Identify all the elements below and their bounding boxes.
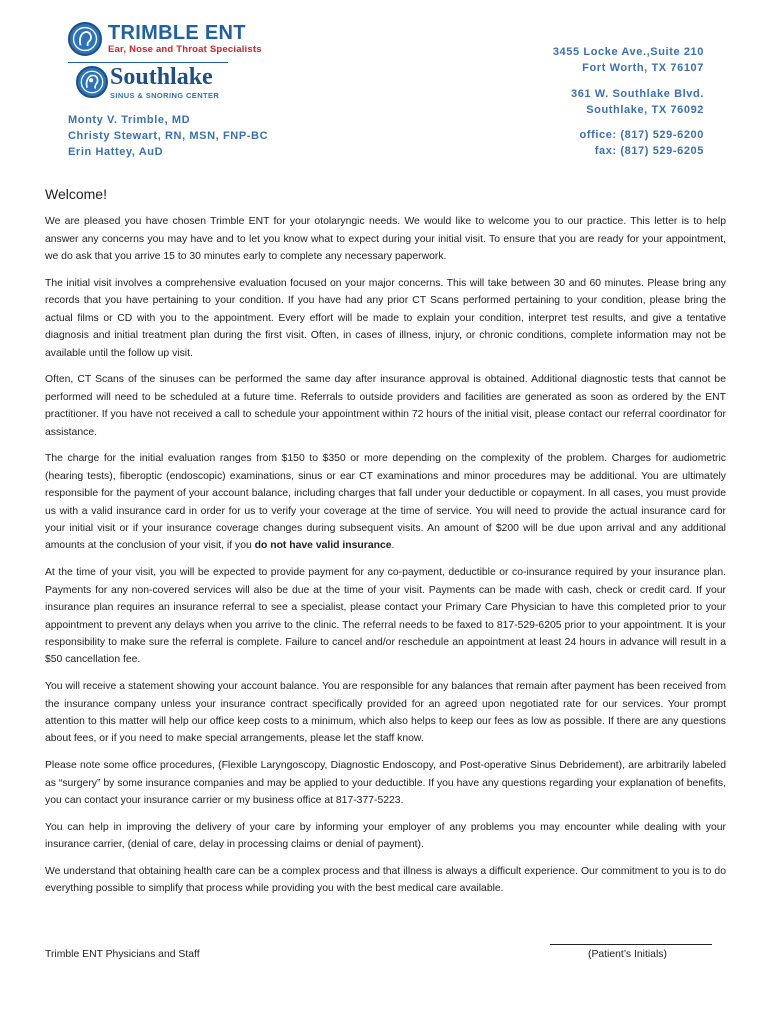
paragraph-statement: You will receive a statement showing your account balance. You are responsible for any balances that remain after payment has been received from the insurance company unless your insurance contract specifically provided for an agreed upon negotiated rate for our services. Your prompt attention to this matter will help our office keep costs to a minimum, which also helps to keep our fees as low as possible. If there are any questions about fees, or if you need to make special arrangements, please let the staff know. [45,681,726,745]
greeting: Welcome! [45,186,107,202]
office-phone: office: (817) 529-6200 [579,129,704,141]
southlake-address [571,86,704,118]
staff-name: Erin Hattey, AuD [68,146,164,158]
charges-text: The charge for the initial evaluation ranges from $150 to $350 or more depending on the complexity of the problem. Charges for audiometric (hearing tests), fiberoptic (endoscopic) examinations, sinus or ear CT examinations and minor procedures may be additional. You are ultimately responsible for the payment of your account balance, including charges that fall under your deductible or copayment. In all cases, you must provide us with a valid insurance card in order for us to verify your coverage at the time of service. You will need to provide the actual insurance card for your initial visit or if your insurance coverage changes during subsequent visits. An amount of $200 will be due upon arrival and any additional amounts at the conclusion of your visit, if you [45,453,726,552]
paragraph-welcome: We are pleased you have chosen Trimble ENT for your otolaryngic needs. We would like to welcome you to our practice. This letter is to help answer any concerns you may have and to let you know what to expect during your initial visit. To ensure that you are ready for your appointment, we do ask that you arrive 15 to 30 minutes early to complete any necessary paperwork. [45,216,726,263]
paragraph-ct-scans: Often, CT Scans of the sinuses can be performed the same day after insurance approval is obtained. Additional diagnostic tests that cannot be performed will need to be scheduled at a future time. Referrals to outside providers and facilities are generated as soon as ordered by the ENT practitioner. If you have not received a call to schedule your appointment within 72 hours of the initial visit, please contact our referral coordinator for assistance. [45,374,726,438]
sinus-head-icon [76,66,108,98]
paragraph-payment: At the time of your visit, you will be expected to provide payment for any co-payment, deductible or co-insurance required by your insurance plan. Payments for any non-covered services will also be due at the time of your visit. Payments can be made with cash, check or credit card. If your insurance plan requires an insurance referral to see a specialist, please contact your Primary Care Physician to have this completed prior to your appointment to prevent any delays when you arrive to the clinic. The referral needs to be faxed to 817-529-6205 prior to your appointment. It is your responsibility to make sure the referral is complete. Failure to cancel and/or reschedule an appointment at least 24 hours in advance will result in a $50 cancellation fee. [45,567,726,666]
letter-body [45,186,726,907]
staff-list [68,112,268,160]
paragraph-procedures: Please note some office procedures, (Flexible Laryngoscopy, Diagnostic Endoscopy, and Post-operative Sinus Debridement), are arbitrarily labeled as “surgery” by some insurance companies and may be applied to your deductible. If you have any questions regarding your explanation of benefits, you can contact your insurance carrier or my business office at 817-377-5223. [45,760,726,806]
trimble-logo-subtitle: Ear, Nose and Throat Specialists [108,44,262,55]
trimble-logo-title: TRIMBLE ENT [108,22,246,44]
charges-bold-text: do not have valid insurance [254,540,392,552]
address-line: Fort Worth, TX 76107 [582,62,704,74]
address-line: Southlake, TX 76092 [586,104,704,116]
fax-number: fax: (817) 529-6205 [594,145,704,157]
logo-divider [68,62,228,63]
patient-initials-label: (Patient’s Initials) [588,949,667,960]
paragraph-commitment: We understand that obtaining health care can be a complex process and that illness is always a difficult experience. Our commitment to you is to do everything possible to simplify that process while providing you with the best medical care available. [45,865,726,895]
paragraph-employer: You can help in improving the delivery of your care by informing your employer of any problems you may encounter while dealing with your insurance carrier, (denial of care, delay in processing claims or denial of payment). [45,821,726,851]
staff-name: Monty V. Trimble, MD [68,114,191,126]
southlake-logo [76,66,256,104]
staff-name: Christy Stewart, RN, MSN, FNP-BC [68,130,269,142]
signoff: Trimble ENT Physicians and Staff [45,949,200,960]
contact-numbers [580,127,704,159]
paragraph-initial-visit: The initial visit involves a comprehensive evaluation focused on your major concerns. This will take between 30 and 60 minutes. Please bring any records that you have pertaining to your condition. If you have had any prior CT Scans performed pertaining to your condition, please bring the actual films or CD with you to the appointment. Every effort will be made to explain your condition, interpret test results, and give a tentative diagnosis and initial treatment plan during the first visit. Often, in cases of illness, injury, or chronic conditions, complete information may not be available until the follow up visit. [45,278,726,359]
southlake-logo-title: Southlake [110,64,213,90]
address-line: 361 W. Southlake Blvd. [570,88,704,100]
southlake-logo-subtitle: SINUS & SNORING CENTER [110,91,220,100]
paragraph-charges [45,450,726,554]
initials-signature-line[interactable] [550,944,712,945]
fort-worth-address [553,44,704,76]
trimble-ent-logo [68,22,268,60]
charges-end: . [391,540,395,552]
address-line: 3455 Locke Ave.,Suite 210 [552,46,704,58]
ent-head-icon [68,22,102,56]
